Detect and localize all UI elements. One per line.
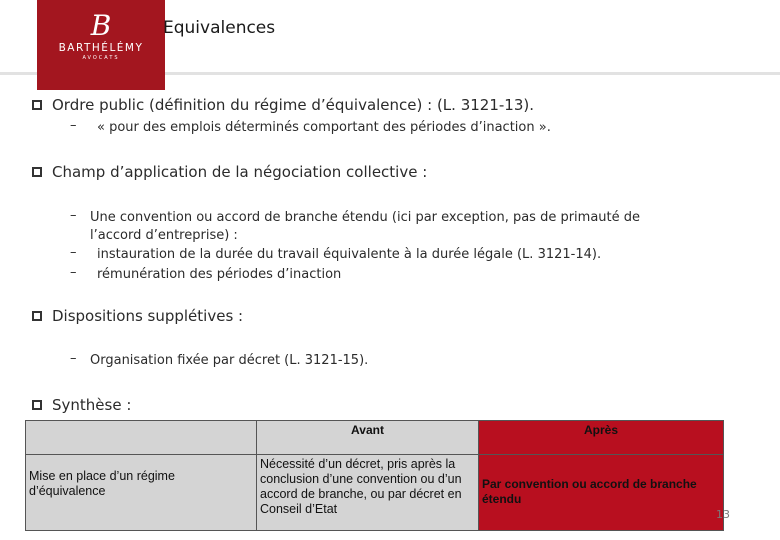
bullet-text: Dispositions supplétives : (52, 307, 244, 325)
sub-item: « pour des emplois déterminés comportant des périodes d’inaction ». (97, 120, 551, 135)
table-cell-label: Mise en place d’un régime d’équivalence (26, 455, 257, 531)
bullet-text: Ordre public (définition du régime d’équivalence) : (L. 3121-13). (52, 96, 534, 114)
table-cell-apres: Par convention ou accord de branche étendu (479, 455, 724, 531)
sub-item: rémunération des périodes d’inaction (97, 267, 342, 282)
table-row (26, 455, 724, 531)
bullet-text: Synthèse : (52, 396, 132, 414)
bullet-synthese (32, 396, 131, 414)
checkbox-bullet-icon (32, 100, 42, 110)
logo-mark: B (90, 9, 112, 42)
slide-title: Equivalences (163, 18, 276, 38)
bullet-champ-application (32, 163, 427, 181)
dash-icon: – (70, 245, 77, 260)
table-header-cell (26, 421, 257, 455)
sub-item: Organisation fixée par décret (L. 3121-15). (90, 353, 369, 368)
checkbox-bullet-icon (32, 400, 42, 410)
logo-subtitle: AVOCATS (82, 55, 120, 61)
logo-name: BARTHÉLÉMY (58, 42, 144, 54)
checkbox-bullet-icon (32, 167, 42, 177)
dash-icon: – (70, 208, 77, 223)
bullet-dispositions (32, 307, 243, 325)
checkbox-bullet-icon (32, 311, 42, 321)
page-number: 13 (716, 508, 730, 521)
table-header-apres: Après (479, 421, 724, 455)
table-cell-avant: Nécessité d’un décret, pris après la conclusion d’une convention ou d’un accord de branche, ou par décret en Conseil d’Etat (257, 455, 479, 531)
bullet-text: Champ d’application de la négociation collective : (52, 163, 428, 181)
sub-item-continuation: l’accord d’entreprise) : (90, 228, 238, 243)
firm-logo (37, 0, 165, 90)
synthesis-table (25, 420, 724, 531)
sub-item: Une convention ou accord de branche étendu (ici par exception, pas de primauté de (90, 210, 641, 225)
dash-icon: – (70, 118, 77, 133)
dash-icon: – (70, 351, 77, 366)
sub-item: instauration de la durée du travail équivalente à la durée légale (L. 3121-14). (97, 247, 602, 262)
bullet-ordre-public (32, 96, 534, 114)
dash-icon: – (70, 265, 77, 280)
table-header-row (26, 421, 724, 455)
table-header-avant: Avant (257, 421, 479, 455)
